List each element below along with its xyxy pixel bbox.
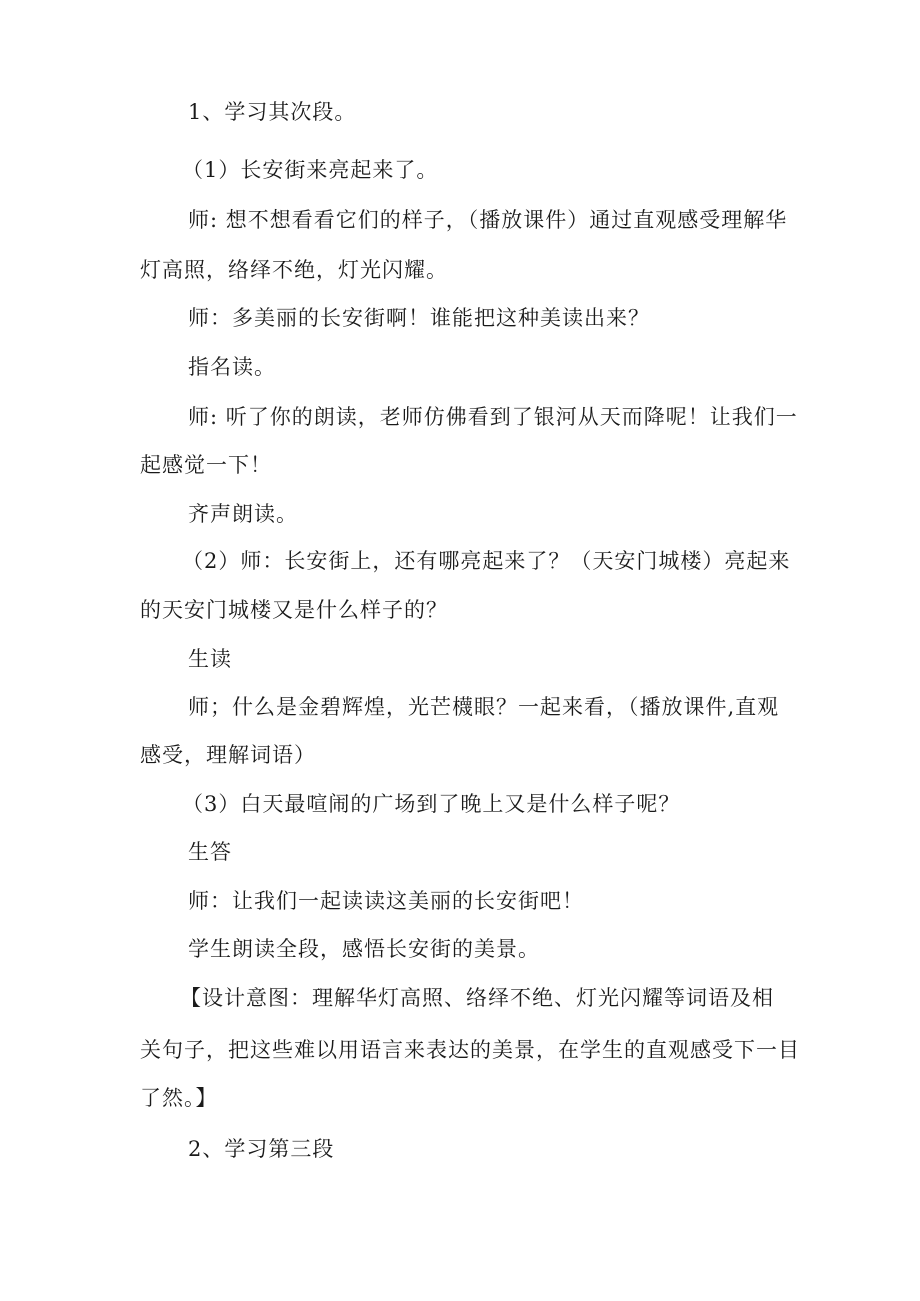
paragraph-line: 师: 想不想看看它们的样子，（播放课件）通过直观感受理解华: [188, 208, 788, 232]
section-heading-2: 2、学习第三段: [188, 1137, 335, 1161]
paragraph-line: 师；什么是金碧辉煌，光芒櫗眼？一起来看，（播放课件,直观: [188, 695, 780, 719]
paragraph-line: 灯高照，络绎不绝，灯光闪耀。: [140, 258, 448, 282]
paragraph-line: 的天安门城楼又是什么样子的？: [140, 598, 448, 622]
sub-heading-3: （3）白天最喧闹的广场到了晚上又是什么样子呢？: [182, 792, 681, 816]
design-intent-line: 【设计意图：理解华灯高照、络绎不绝、灯光闪耀等词语及相: [180, 986, 774, 1010]
section-heading-1: 1、学习其次段。: [188, 100, 357, 124]
paragraph-line: 感受，理解词语）: [140, 743, 316, 767]
paragraph-line: 生读: [188, 647, 232, 671]
paragraph-line: 齐声朗读。: [188, 502, 298, 526]
paragraph-line: 师：多美丽的长安街啊！谁能把这种美读出来？: [188, 306, 650, 330]
paragraph-line: 师: 听了你的朗读，老师仿佛看到了银河从天而降呢！让我们一: [188, 405, 798, 429]
design-intent-line: 了然。】: [140, 1086, 218, 1110]
paragraph-line: 起感觉一下！: [140, 453, 272, 477]
design-intent-line: 关句子，把这些难以用语言来表达的美景，在学生的直观感受下一目: [140, 1038, 800, 1062]
sub-heading-2: （2）师：长安街上，还有哪亮起来了？（天安门城楼）亮起来: [182, 549, 791, 573]
paragraph-line: 生答: [188, 840, 232, 864]
paragraph-line: 指名读。: [188, 355, 276, 379]
sub-heading-1: （1）长安街来亮起来了。: [182, 158, 439, 182]
paragraph-line: 学生朗读全段，感悟长安街的美景。: [188, 937, 540, 961]
paragraph-line: 师：让我们一起读读这美丽的长安街吧！: [188, 889, 584, 913]
